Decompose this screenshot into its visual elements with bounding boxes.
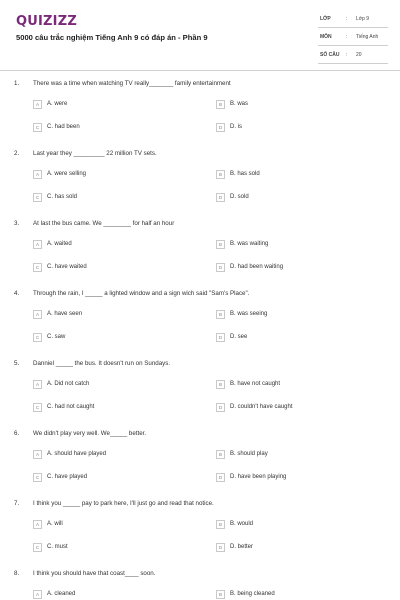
option-text: A. waited: [47, 241, 72, 247]
option-letter-box: D: [216, 193, 225, 202]
option-letter-box: A: [33, 170, 42, 179]
question-item: [0, 146, 400, 216]
question-text: We didn't play very well. We_____ better.: [33, 430, 147, 437]
question-item: [0, 356, 400, 426]
question-item: [0, 216, 400, 286]
option-text: A. Did not catch: [47, 381, 90, 387]
option-letter-box: C: [33, 263, 42, 272]
answer-option-a[interactable]: [33, 448, 106, 460]
option-letter-box: B: [216, 100, 225, 109]
option-text: C. had not caught: [47, 404, 95, 410]
option-letter-box: D: [216, 403, 225, 412]
answer-option-c[interactable]: [33, 541, 68, 553]
option-text: B. have not caught: [230, 381, 281, 387]
question-text: I think you should have that coast____ soon.: [33, 570, 156, 577]
option-letter-box: B: [216, 520, 225, 529]
question-item: [0, 496, 400, 566]
option-text: B. would: [230, 521, 254, 527]
option-text: B. was: [230, 101, 249, 107]
option-letter-box: C: [33, 403, 42, 412]
answer-option-c[interactable]: [33, 331, 65, 343]
option-letter-box: B: [216, 170, 225, 179]
answer-option-d[interactable]: [216, 261, 283, 273]
question-item: [0, 566, 400, 600]
worksheet-meta: [318, 10, 388, 64]
answer-option-a[interactable]: [33, 98, 67, 110]
option-text: D. is: [230, 124, 242, 130]
meta-row-count: [318, 46, 388, 64]
option-text: B. was waiting: [230, 241, 269, 247]
option-text: C. must: [47, 544, 68, 550]
question-number: 2.: [14, 150, 20, 157]
question-number: 1.: [14, 80, 20, 87]
option-letter-box: B: [216, 310, 225, 319]
option-text: D. better: [230, 544, 254, 550]
question-number: 8.: [14, 570, 20, 577]
option-letter-box: A: [33, 380, 42, 389]
option-text: C. have waited: [47, 264, 87, 270]
option-letter-box: A: [33, 520, 42, 529]
question-text: Last year they _________ 22 million TV sets.: [33, 150, 157, 157]
option-letter-box: C: [33, 473, 42, 482]
option-letter-box: C: [33, 543, 42, 552]
option-text: D. sold: [230, 194, 249, 200]
question-number: 7.: [14, 500, 20, 507]
meta-separator: :: [346, 16, 348, 22]
meta-value: Tiếng Anh: [356, 34, 379, 40]
meta-value: 20: [356, 52, 362, 58]
option-text: C. has sold: [47, 194, 78, 200]
answer-option-b[interactable]: [216, 378, 280, 390]
option-text: B. was seeing: [230, 311, 268, 317]
option-text: A. cleaned: [47, 591, 76, 597]
meta-row-subject: [318, 28, 388, 46]
option-text: A. have seen: [47, 311, 83, 317]
option-letter-box: B: [216, 450, 225, 459]
option-text: C. had been: [47, 124, 80, 130]
quizizz-logo: QUIZIZZ: [16, 14, 77, 29]
option-letter-box: B: [216, 590, 225, 599]
question-text: There was a time when watching TV really_______ family entertainment: [33, 80, 231, 87]
meta-row-class: [318, 10, 388, 28]
option-text: A. were selling: [47, 171, 87, 177]
option-letter-box: A: [33, 450, 42, 459]
option-text: A. should have played: [47, 451, 107, 457]
meta-separator: :: [346, 34, 348, 40]
option-text: B. should play: [230, 451, 268, 457]
answer-option-b[interactable]: [216, 588, 275, 600]
question-item: [0, 76, 400, 146]
option-letter-box: D: [216, 263, 225, 272]
answer-option-a[interactable]: [33, 308, 82, 320]
option-letter-box: B: [216, 240, 225, 249]
answer-option-c[interactable]: [33, 261, 87, 273]
answer-option-b[interactable]: [216, 98, 248, 110]
option-text: C. saw: [47, 334, 66, 340]
answer-option-b[interactable]: [216, 238, 268, 250]
option-letter-box: C: [33, 123, 42, 132]
answer-option-a[interactable]: [33, 238, 72, 250]
option-text: D. couldn't have caught: [230, 404, 293, 410]
option-text: A. will: [47, 521, 63, 527]
option-letter-box: B: [216, 380, 225, 389]
question-number: 3.: [14, 220, 20, 227]
question-item: [0, 286, 400, 356]
header-divider: [0, 70, 400, 71]
answer-option-c[interactable]: [33, 121, 80, 133]
option-letter-box: D: [216, 123, 225, 132]
question-text: Danniel _____ the bus. It doesn't run on Sundays.: [33, 360, 171, 367]
worksheet-header: [0, 0, 400, 70]
meta-key: LỚP: [320, 16, 331, 22]
answer-option-a[interactable]: [33, 518, 63, 530]
answer-option-d[interactable]: [216, 191, 249, 203]
answer-option-a[interactable]: [33, 378, 89, 390]
option-letter-box: A: [33, 100, 42, 109]
answer-option-b[interactable]: [216, 308, 267, 320]
meta-key: MÔN: [320, 34, 332, 40]
option-letter-box: A: [33, 240, 42, 249]
answer-option-d[interactable]: [216, 541, 253, 553]
option-text: C. have played: [47, 474, 88, 480]
answer-option-d[interactable]: [216, 471, 286, 483]
answer-option-d[interactable]: [216, 401, 293, 413]
option-letter-box: D: [216, 543, 225, 552]
meta-separator: :: [346, 52, 348, 58]
answer-option-c[interactable]: [33, 401, 94, 413]
option-letter-box: C: [33, 333, 42, 342]
meta-key: SỐ CÂU: [320, 52, 340, 58]
answer-option-b[interactable]: [216, 168, 260, 180]
question-number: 4.: [14, 290, 20, 297]
answer-option-b[interactable]: [216, 448, 268, 460]
question-text: I think you _____ pay to park here, I'll just go and read that notice.: [33, 500, 214, 507]
question-item: [0, 426, 400, 496]
question-number: 5.: [14, 360, 20, 367]
answer-option-d[interactable]: [216, 121, 242, 133]
option-letter-box: A: [33, 310, 42, 319]
option-text: D. have been playing: [230, 474, 287, 480]
option-letter-box: A: [33, 590, 42, 599]
worksheet-title: 5000 câu trắc nghiệm Tiếng Anh 9 có đáp án - Phần 9: [16, 33, 208, 42]
answer-option-d[interactable]: [216, 331, 247, 343]
option-letter-box: D: [216, 473, 225, 482]
option-text: A. were: [47, 101, 68, 107]
option-text: B. being cleaned: [230, 591, 275, 597]
question-text: Through the rain, I _____ a lighted window and a sign wich said "Sam's Place".: [33, 290, 250, 297]
answer-option-a[interactable]: [33, 168, 86, 180]
answer-option-b[interactable]: [216, 518, 253, 530]
answer-option-c[interactable]: [33, 471, 87, 483]
option-text: D. had been waiting: [230, 264, 284, 270]
option-letter-box: C: [33, 193, 42, 202]
answer-option-c[interactable]: [33, 191, 77, 203]
option-text: B. has sold: [230, 171, 260, 177]
question-number: 6.: [14, 430, 20, 437]
question-text: At last the bus came. We ________ for half an hour: [33, 220, 175, 227]
option-letter-box: D: [216, 333, 225, 342]
meta-value: Lớp 9: [356, 16, 370, 22]
answer-option-a[interactable]: [33, 588, 75, 600]
option-text: D. see: [230, 334, 248, 340]
